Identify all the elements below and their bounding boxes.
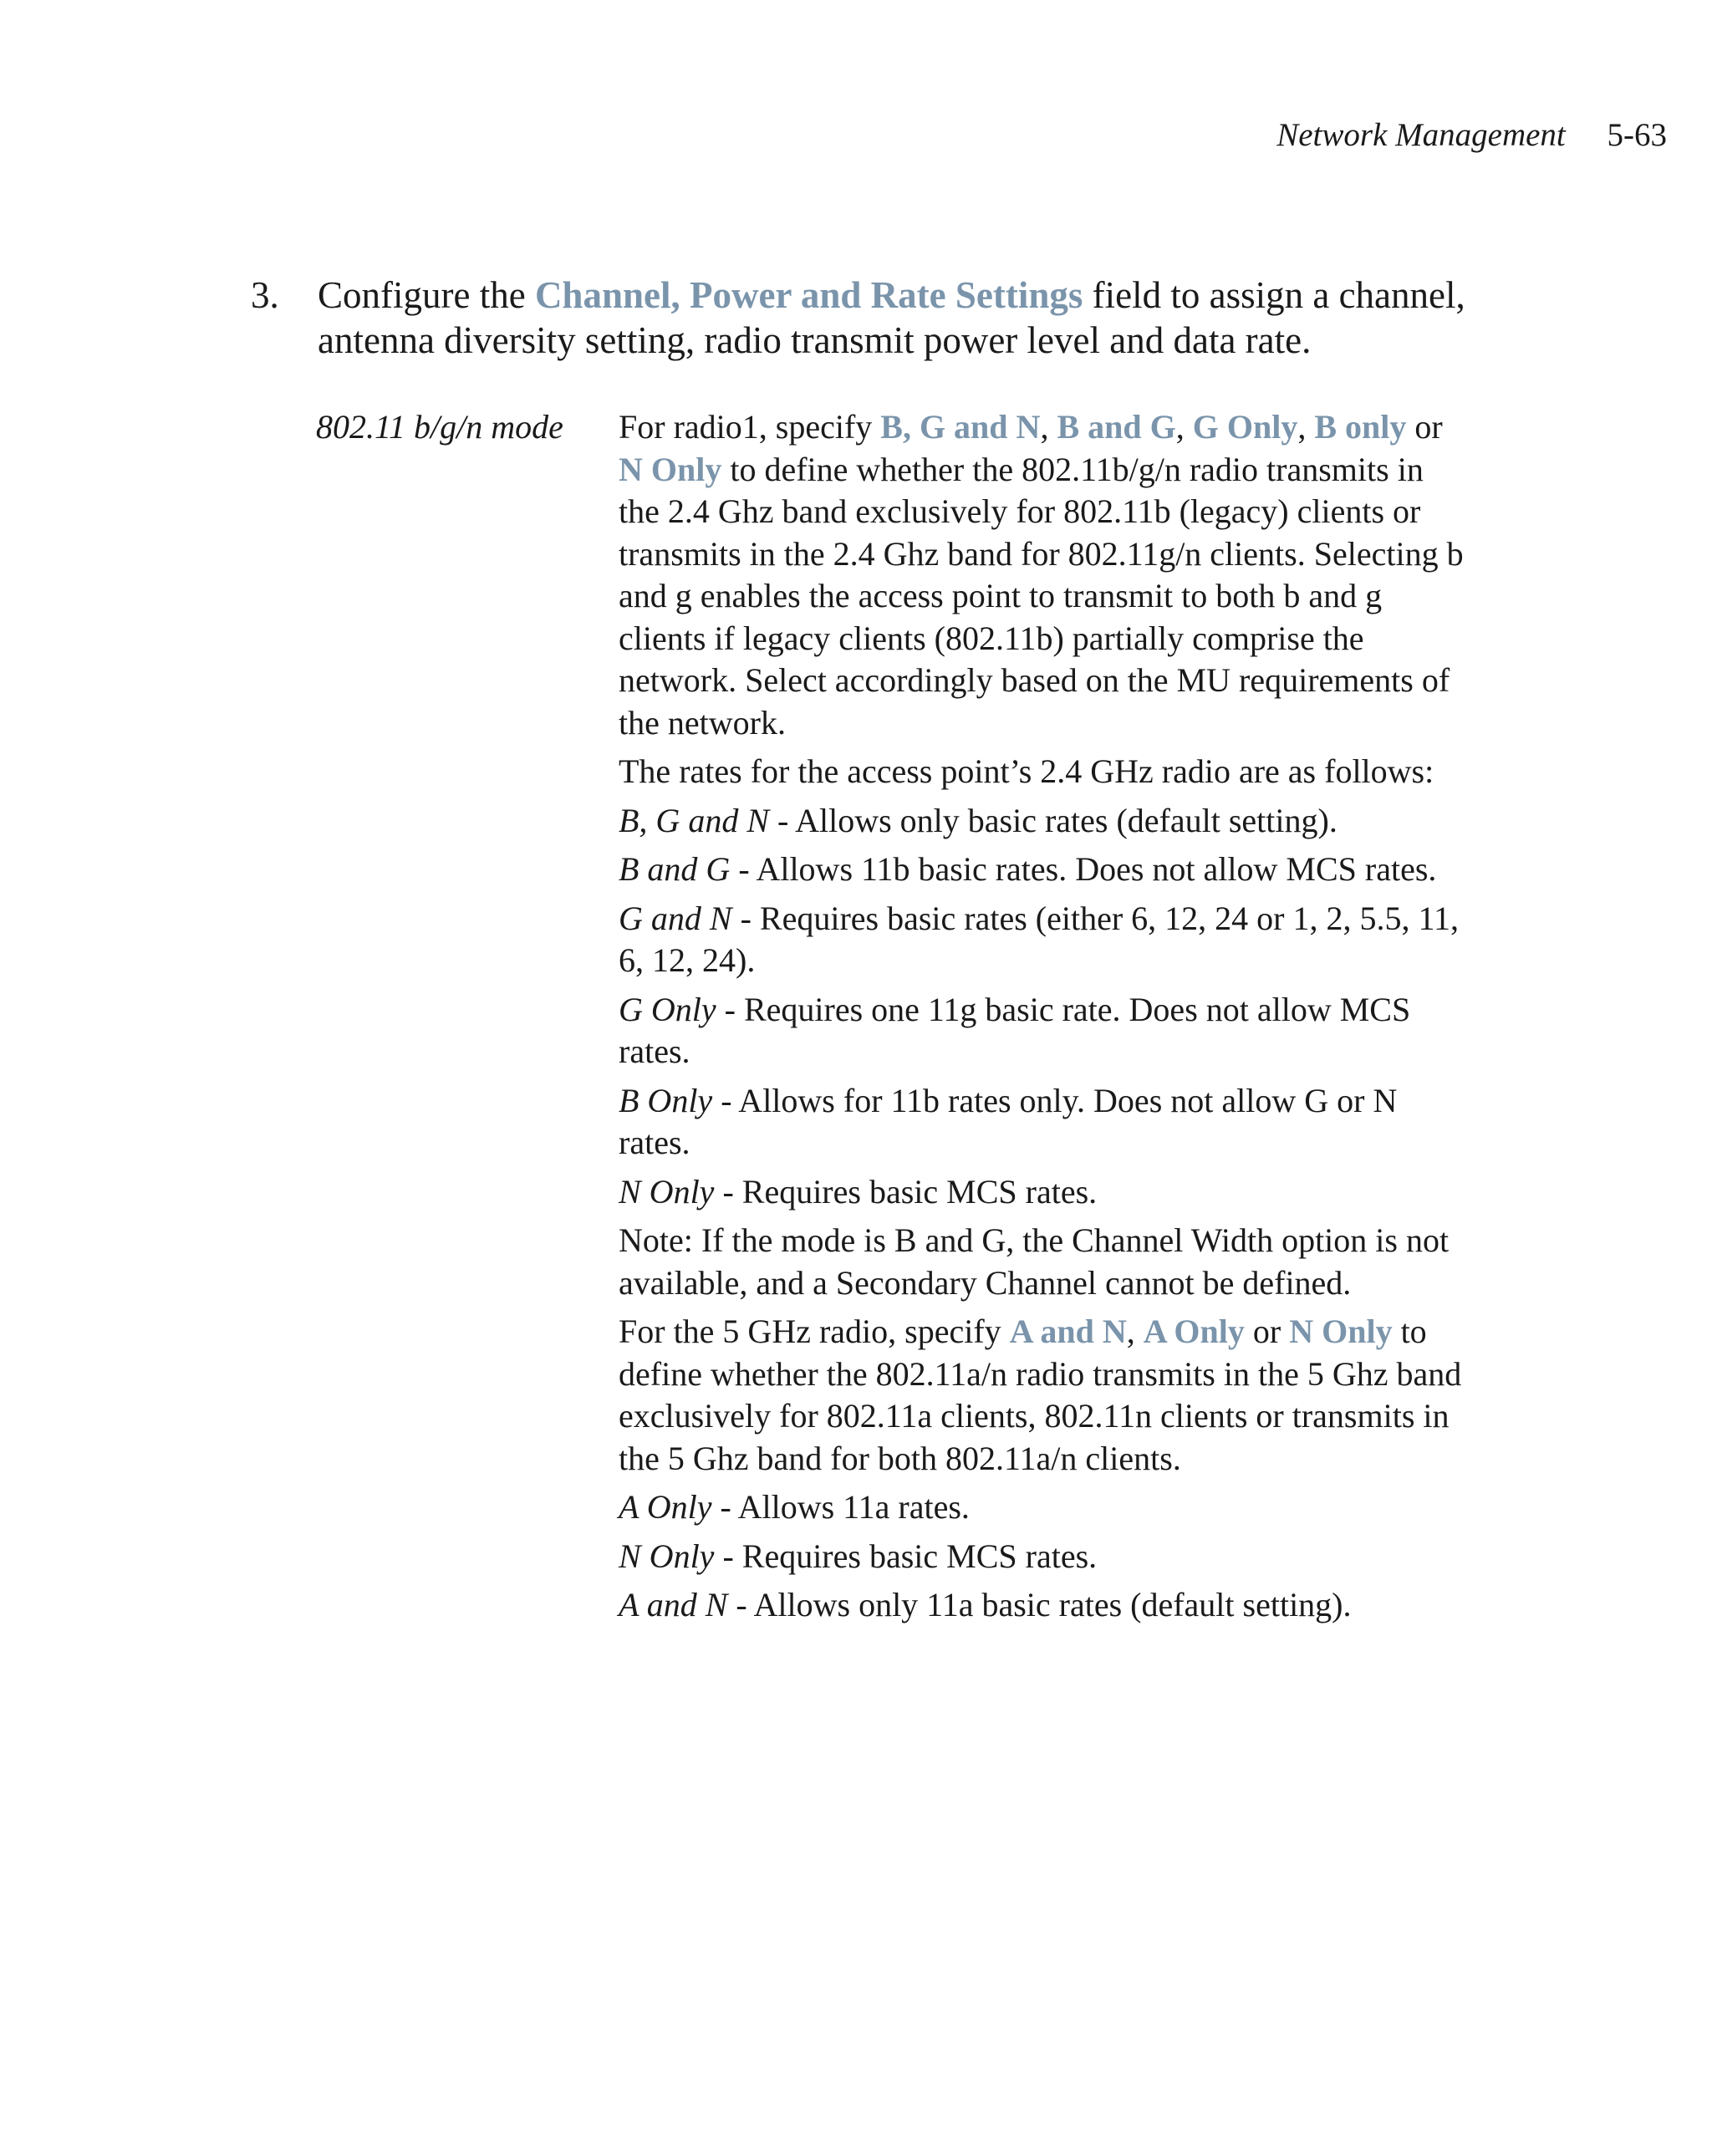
rate-item — [619, 1080, 1467, 1165]
rate-name: A Only — [619, 1488, 712, 1526]
mode-description — [619, 406, 1467, 1634]
rate-desc: - Requires basic MCS rates. — [714, 1172, 1098, 1211]
rate-name: G and N — [619, 899, 732, 937]
step-number: 3. — [251, 274, 279, 316]
rate-item — [619, 1584, 1467, 1627]
mode-label: 802.11 b/g/n mode — [316, 408, 563, 446]
radio1-paragraph — [619, 406, 1467, 744]
page-number: 5-63 — [1607, 117, 1667, 153]
text: For the 5 GHz radio, specify — [619, 1312, 1010, 1350]
text: or — [1406, 408, 1443, 446]
step-text-after: field to assign a channel, antenna diversity setting, radio transmit power level and data rate. — [318, 274, 1465, 361]
rate-desc: - Requires basic rates (either 6, 12, 24 or 1, 2, 5.5, 11, 6, 12, 24). — [619, 899, 1459, 979]
text: to define whether the 802.11a/n radio transmits in the 5 Ghz band exclusively for 802.11a clients, 802.11n clients or transmits in the 5 Ghz band for both 802.11a/n clients. — [619, 1312, 1462, 1477]
rate-name: G Only — [619, 990, 716, 1028]
rate-desc: - Requires basic MCS rates. — [714, 1537, 1098, 1575]
rate-item — [619, 898, 1467, 982]
rate-desc: - Requires one 11g basic rate. Does not allow MCS rates. — [619, 990, 1411, 1070]
rate-item — [619, 989, 1467, 1073]
rate-item — [619, 800, 1467, 843]
rate-item — [619, 1171, 1467, 1214]
option-bgn: B, G and N — [880, 408, 1041, 446]
header-title: Network Management — [1276, 117, 1566, 153]
rate-item — [619, 1486, 1467, 1529]
rate-desc: - Allows only 11a basic rates (default setting). — [727, 1586, 1352, 1623]
option-g-only: G Only — [1192, 408, 1298, 446]
rate-item — [619, 1536, 1467, 1578]
option-bg: B and G — [1057, 408, 1176, 446]
rate-name: N Only — [619, 1537, 715, 1575]
rate-name: B Only — [619, 1081, 713, 1119]
step-text — [318, 273, 1546, 363]
running-header — [1276, 115, 1667, 155]
rate-desc: - Allows for 11b rates only. Does not allow G or N rates. — [619, 1081, 1398, 1161]
step-3 — [251, 273, 1546, 363]
text: For radio1, specify — [619, 408, 881, 446]
rate-name: B and G — [619, 850, 731, 888]
note: Note: If the mode is B and G, the Channel Width option is not available, and a Secondary Channel cannot be defined. — [619, 1221, 1450, 1302]
option-a-only: A Only — [1143, 1312, 1245, 1350]
rate-name: A and N — [619, 1586, 728, 1623]
rate-name: N Only — [619, 1172, 715, 1211]
rate-desc: - Allows only basic rates (default setting). — [769, 801, 1338, 839]
rates-intro: The rates for the access point’s 2.4 GHz radio are as follows: — [619, 752, 1434, 790]
radio-5ghz-paragraph — [619, 1311, 1467, 1480]
option-n-only-5ghz: N Only — [1289, 1312, 1393, 1350]
separator: , — [1297, 408, 1315, 446]
rate-desc: - Allows 11b basic rates. Does not allow MCS rates. — [730, 850, 1437, 888]
rate-name: B, G and N — [619, 801, 769, 839]
rate-item — [619, 849, 1467, 891]
rate-desc: - Allows 11a rates. — [711, 1488, 970, 1526]
text: to define whether the 802.11b/g/n radio transmits in the 2.4 Ghz band exclusively for 802.11b (legacy) clients or transmits in the 2.4 Ghz band for 802.11g/n clients. Selecting b and g enables the access point to transmit to both b and g clients if legacy clients (802.11b) partially comprise the network. Select accordingly based on the MU requirements of the network. — [619, 450, 1464, 742]
field-name: Channel, Power and Rate Settings — [534, 274, 1083, 316]
option-b-only: B only — [1314, 408, 1407, 446]
text: or — [1244, 1312, 1290, 1350]
separator: , — [1040, 408, 1057, 446]
option-an: A and N — [1009, 1312, 1127, 1350]
separator: , — [1126, 1312, 1144, 1350]
separator: , — [1175, 408, 1193, 446]
step-text-before: Configure the — [318, 274, 535, 316]
option-n-only: N Only — [619, 450, 722, 488]
